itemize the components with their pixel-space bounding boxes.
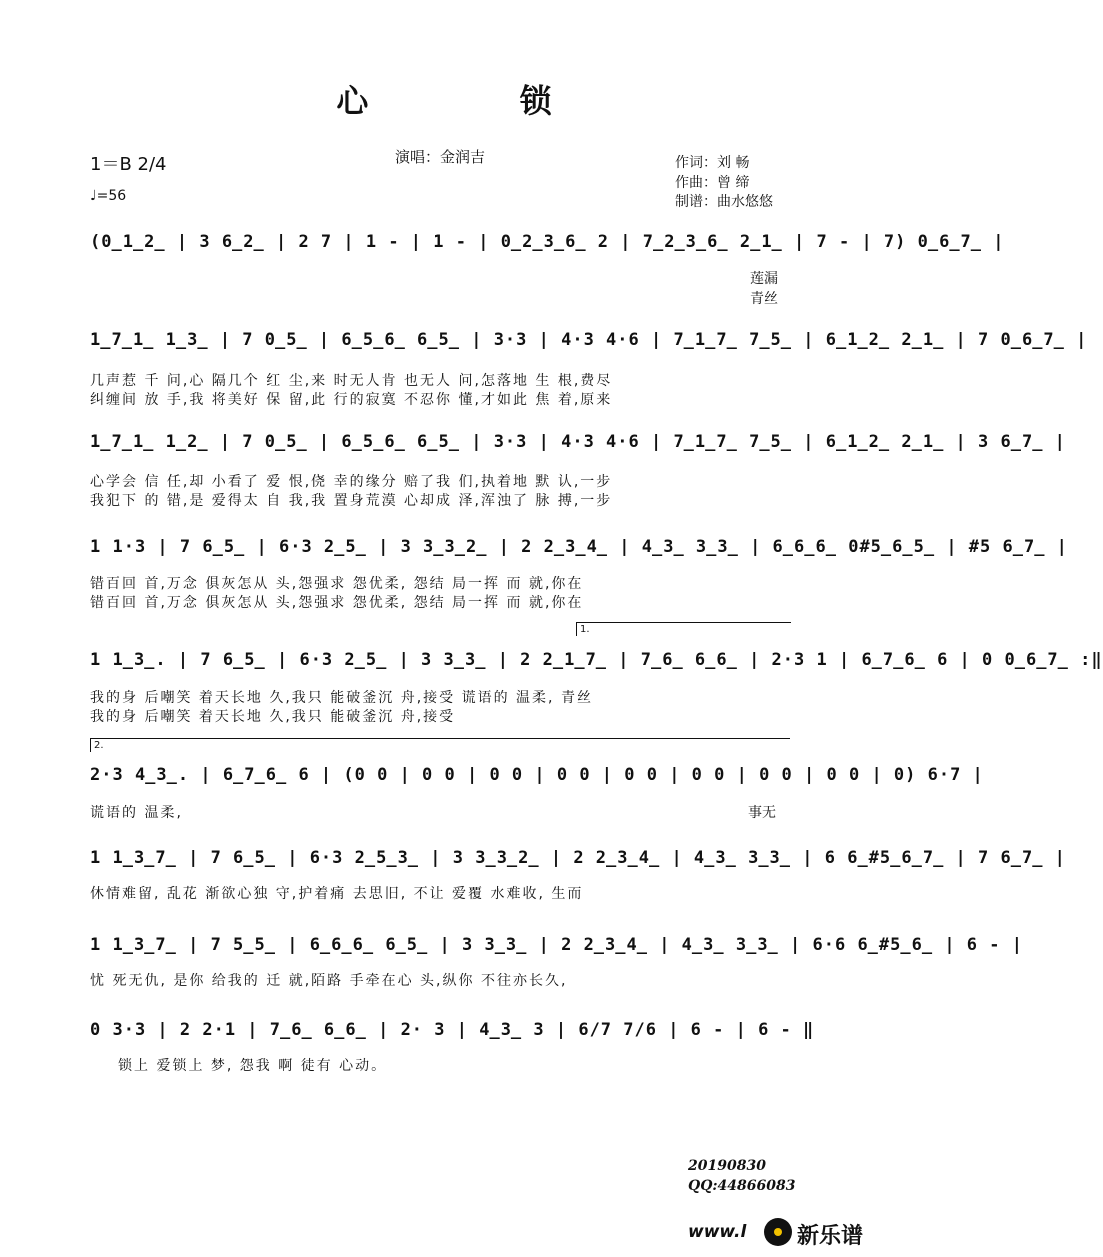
transcriber-credit: 制谱：曲水悠悠 <box>675 194 773 210</box>
tempo-marking: ♩=56 <box>90 188 127 204</box>
site-watermark: www.l <box>688 1222 747 1242</box>
lyric-row-6-right: 事无 <box>748 805 776 821</box>
score-row-1: (0̲1̲2̲ | 3 6̲2̲ | 2 7 | 1 - | 1 - | 0̲2̲3̲6̲ 2 | 7̲2̲3̲6̲ 2̲1̲ | 7 - | 7) 0̲6̲7̲ | <box>90 232 1005 252</box>
lyric-verse-2-row-5: 我的身 后嘲笑 着天长地 久,我只 能破釜沉 舟,接受 <box>90 709 456 725</box>
score-row-8: 1 1̲3̲7̲ | 7 5̲5̲ | 6̲6̲6̲ 6̲5̲ | 3 3̲3̲ | 2 2̲3̲4̲ | 4̲3̲ 3̲3̲ | 6·6 6̲#5̲6̲ | 6 - | <box>90 935 1023 955</box>
lyric-verse-1-row-3: 心学会 信 任,却 小看了 爱 恨,侥 幸的缘分 赔了我 们,执着地 默 认,一步 <box>90 474 613 490</box>
key-signature: 1＝B 2/4 <box>90 154 167 175</box>
singer-credit: 演唱：金润吉 <box>395 148 486 166</box>
lyric-intro-line-1: 莲漏 <box>750 271 778 287</box>
score-row-9: 0 3·3 | 2 2·1 | 7̲6̲ 6̲6̲ | 2· 3 | 4̲3̲ 3 | 6/7 7/6 | 6 - | 6 - ‖ <box>90 1020 815 1040</box>
score-row-7: 1 1̲3̲7̲ | 7 6̲5̲ | 6·3 2̲5̲3̲ | 3 3̲3̲2̲ | 2 2̲3̲4̲ | 4̲3̲ 3̲3̲ | 6 6̲#5̲6̲7̲ | 7 6̲7̲ | <box>90 848 1066 868</box>
lyric-row-8: 忧 死无仇, 是你 给我的 迁 就,陌路 手牵在心 头,纵你 不往亦长久, <box>90 973 568 989</box>
lyric-intro-line-2: 青丝 <box>750 291 778 307</box>
score-row-2: 1̲7̲1̲ 1̲3̲ | 7 0̲5̲ | 6̲5̲6̲ 6̲5̲ | 3·3 | 4·3 4·6 | 7̲1̲7̲ 7̲5̲ | 6̲1̲2̲ 2̲1̲ | 7 0̲6̲7̲ | <box>90 330 1088 350</box>
lyric-verse-1-row-4: 错百回 首,万念 俱灰怎从 头,怨强求 怨优柔, 怨结 局一挥 而 就,你在 <box>90 576 584 592</box>
lyricist-credit: 作词：刘 畅 <box>675 155 750 171</box>
lyric-verse-2-row-4: 错百回 首,万念 俱灰怎从 头,怨强求 怨优柔, 怨结 局一挥 而 就,你在 <box>90 595 584 611</box>
score-row-4: 1 1·3 | 7 6̲5̲ | 6·3 2̲5̲ | 3 3̲3̲2̲ | 2 2̲3̲4̲ | 4̲3̲ 3̲3̲ | 6̲6̲6̲ 0#5̲6̲5̲ | #5 6̲7̲ | <box>90 537 1068 557</box>
lyric-row-7: 休情难留, 乱花 渐欲心独 守,护着痛 去思旧, 不让 爱覆 水难收, 生而 <box>90 886 584 902</box>
volta-1-hook <box>576 622 577 636</box>
site-logo-text: 新乐谱 <box>797 1224 864 1249</box>
volta-2-hook <box>90 738 91 752</box>
score-row-6: 2·3 4̲3̲. | 6̲7̲6̲ 6 | (0 0 | 0 0 | 0 0 | 0 0 | 0 0 | 0 0 | 0 0 | 0 0 | 0) 6·7 | <box>90 765 984 785</box>
lyric-verse-2-row-3: 我犯下 的 错,是 爱得太 自 我,我 置身荒漠 心却成 泽,浑浊了 脉 搏,一步 <box>90 493 613 509</box>
composer-credit: 作曲：曾 缔 <box>675 175 750 191</box>
transcription-date: 20190830 <box>688 1158 766 1174</box>
lyric-verse-1-row-2: 几声惹 千 问,心 隔几个 红 尘,来 时无人肯 也无人 问,怎落地 生 根,费尽 <box>90 373 613 389</box>
volta-1-label: 1. <box>580 624 590 635</box>
song-title: 心 锁 <box>336 82 622 120</box>
lyric-verse-1-row-5: 我的身 后嘲笑 着天长地 久,我只 能破釜沉 舟,接受 谎语的 温柔, 青丝 <box>90 690 593 706</box>
volta-2-bracket <box>90 738 790 739</box>
score-row-5: 1 1̲3̲. | 7 6̲5̲ | 6·3 2̲5̲ | 3 3̲3̲ | 2 2̲1̲7̲ | 7̲6̲ 6̲6̲ | 2·3 1 | 6̲7̲6̲ 6 | 0 0̲6̲7̲ :‖ <box>90 650 1103 670</box>
volta-2-label: 2. <box>94 740 104 751</box>
lyric-verse-2-row-2: 纠缠间 放 手,我 将美好 保 留,此 行的寂寞 不忍你 懂,才如此 焦 着,原来 <box>90 392 613 408</box>
lyric-row-6-left: 谎语的 温柔, <box>90 805 183 821</box>
score-row-3: 1̲7̲1̲ 1̲2̲ | 7 0̲5̲ | 6̲5̲6̲ 6̲5̲ | 3·3 | 4·3 4·6 | 7̲1̲7̲ 7̲5̲ | 6̲1̲2̲ 2̲1̲ | 3 6̲7̲ | <box>90 432 1066 452</box>
volta-1-bracket <box>576 622 791 623</box>
qq-contact: QQ:44866083 <box>688 1178 796 1194</box>
record-disc-icon <box>764 1218 792 1246</box>
lyric-row-9: 锁上 爱锁上 梦, 怨我 啊 徒有 心动。 <box>118 1058 388 1074</box>
